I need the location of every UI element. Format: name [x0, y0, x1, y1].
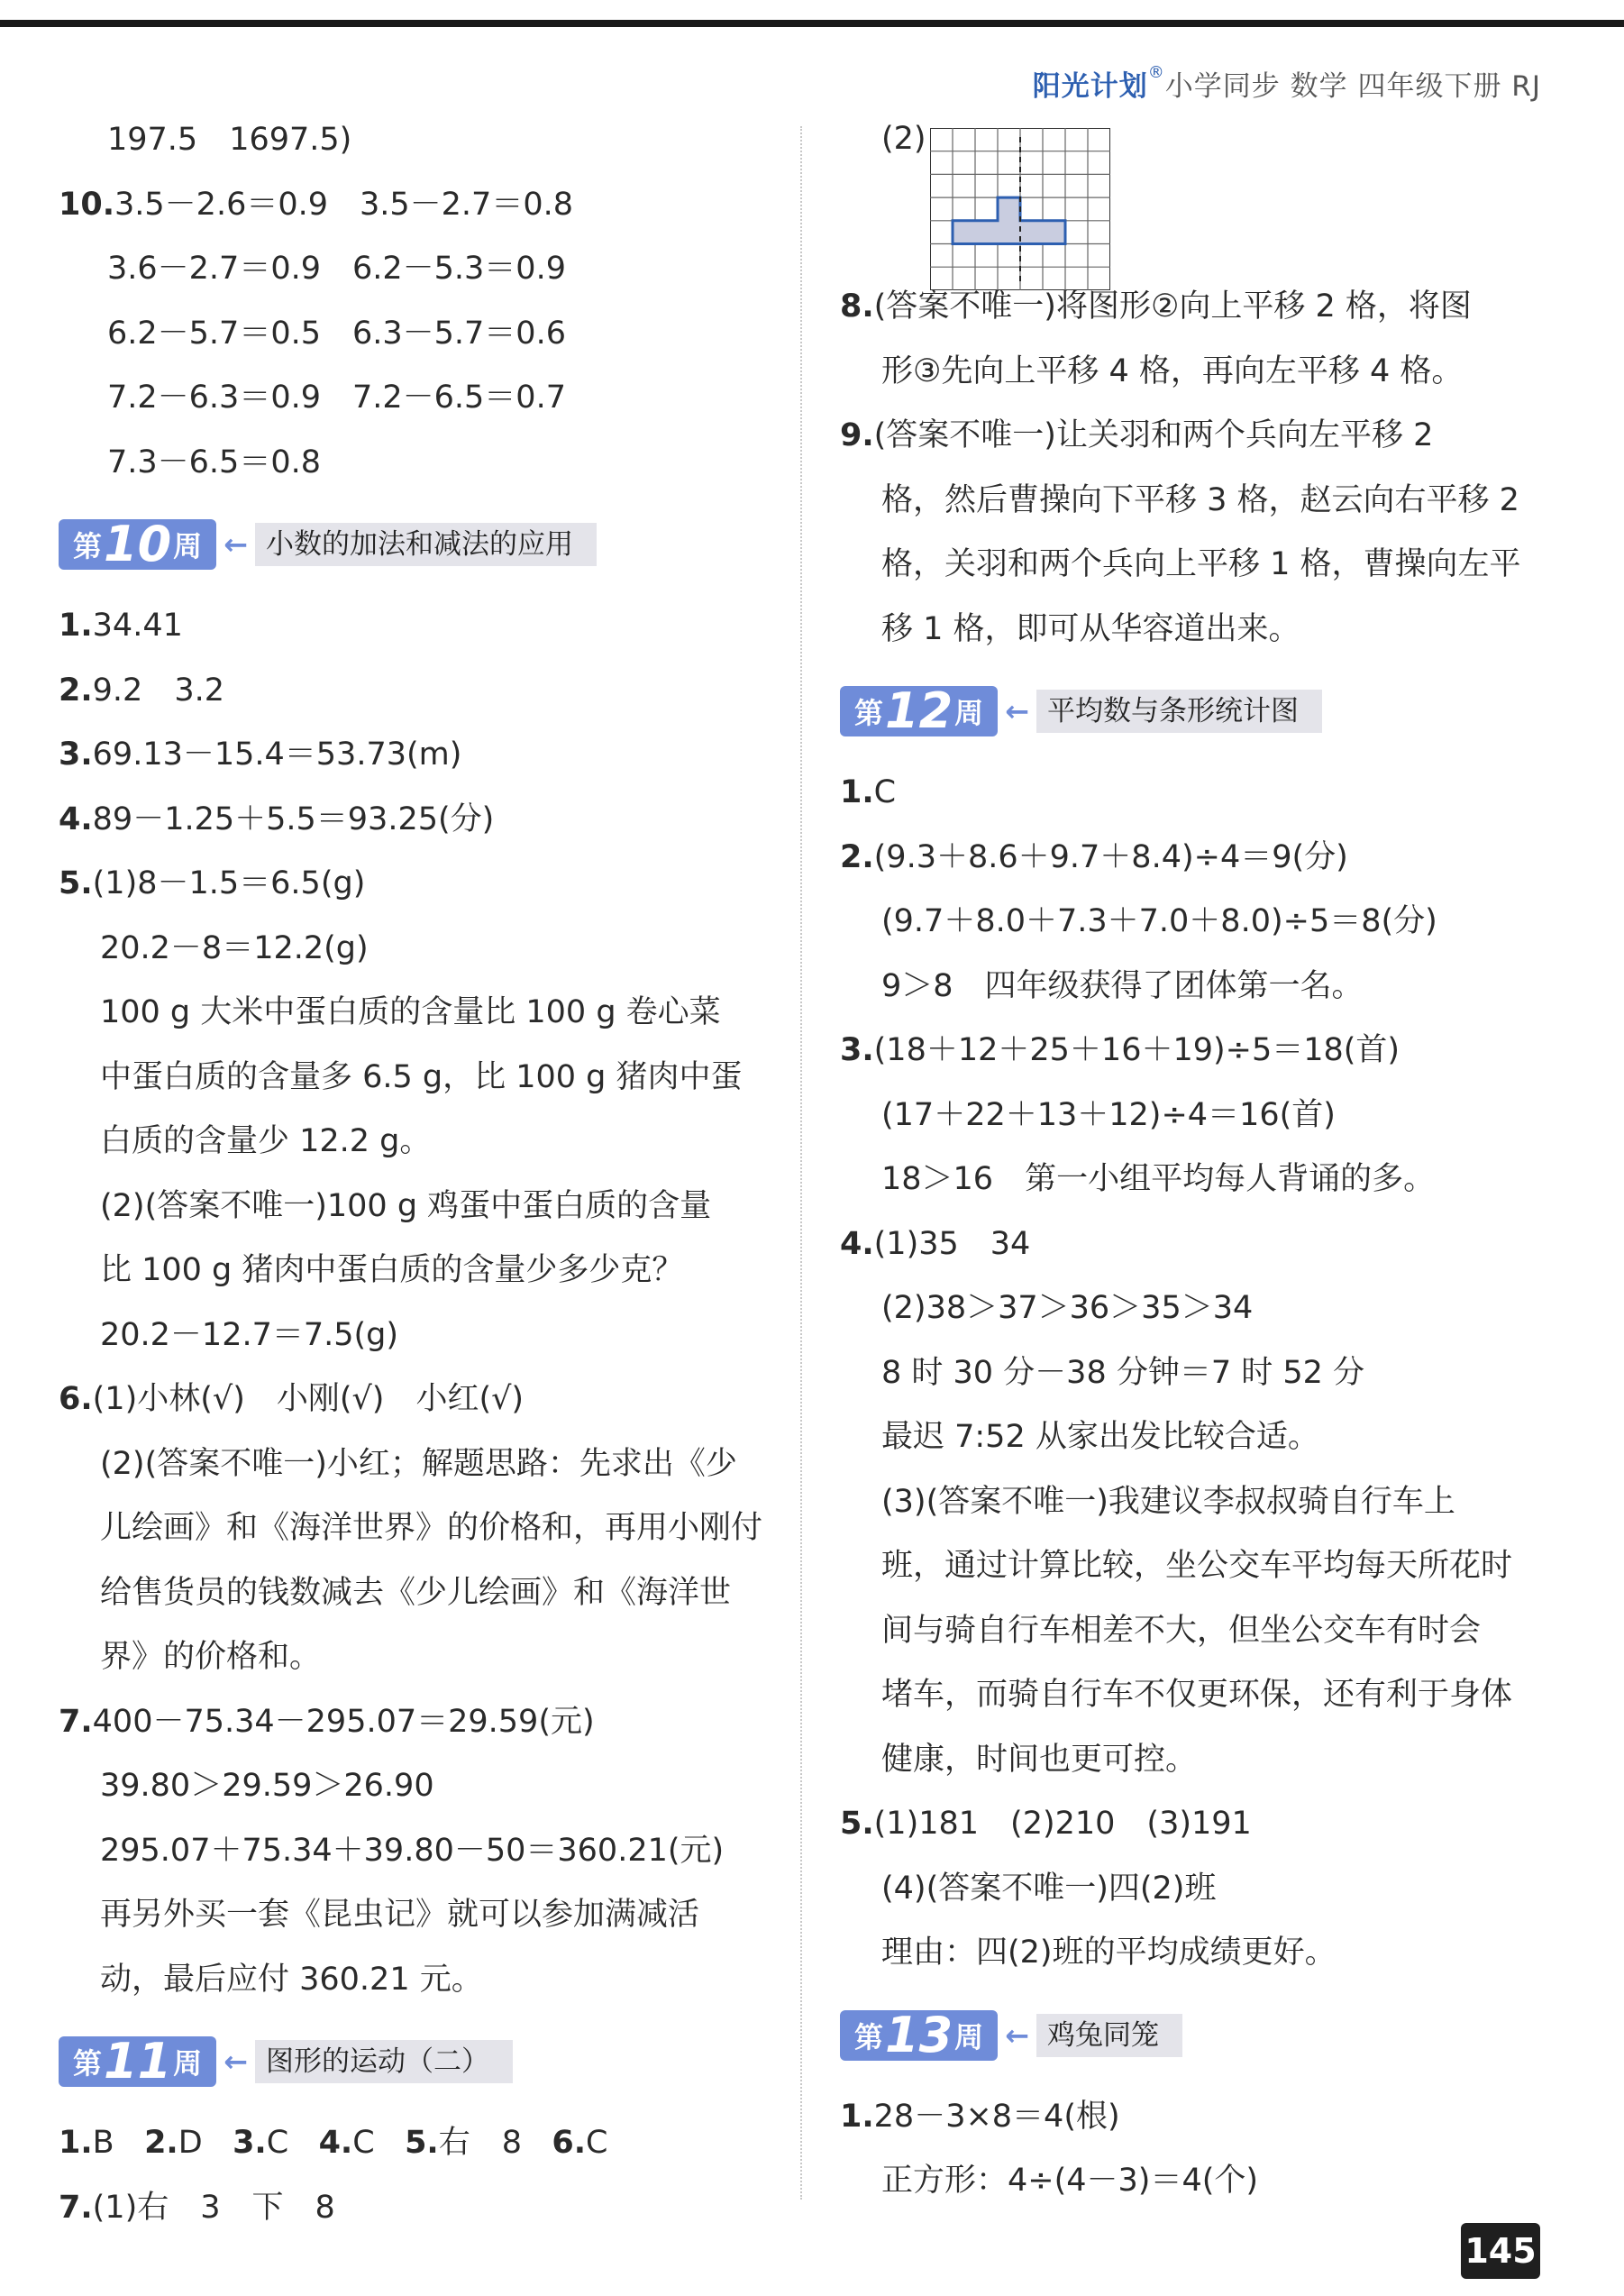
week-prefix: 第	[854, 2019, 884, 2054]
question-number: 1.	[59, 608, 93, 644]
week-suffix: 周	[173, 529, 203, 563]
answer-text: 28－3×8＝4(根)	[873, 2098, 1120, 2135]
week-number: 12	[885, 682, 953, 739]
answer-text: (答案不唯一)让关羽和两个兵向左平移 2	[873, 417, 1434, 453]
answer-line: (2)38＞37＞36＞35＞34	[881, 1290, 1254, 1326]
week-number: 11	[104, 2033, 172, 2090]
week-badge	[840, 2006, 998, 2063]
answer-line: 197.5 1697.5)	[107, 122, 352, 158]
question-number: 5.	[840, 1806, 874, 1842]
answer-line: 6.2－5.7＝0.5 6.3－5.7＝0.6	[107, 315, 566, 352]
section-header-week11	[59, 2012, 780, 2111]
answer-line: 中蛋白质的含量多 6.5 g，比 100 g 猪肉中蛋	[100, 1058, 743, 1095]
answer-text: (9.3＋8.6＋9.7＋8.4)÷4＝9(分)	[873, 838, 1348, 875]
header-subtitle: 小学同步 数学 四年级下册 RJ	[1164, 70, 1541, 103]
answer-line: 健康，时间也更可控。	[881, 1741, 1198, 1778]
answer-1	[840, 2085, 1552, 2150]
question-number: 1.	[59, 2125, 93, 2161]
question-number: 6.	[552, 2125, 587, 2161]
answer-text: (答案不唯一)将图形②向上平移 2 格，将图	[873, 288, 1472, 325]
answer-line: 再另外买一套《昆虫记》就可以参加满减活	[100, 1897, 700, 1933]
translation-grid-figure	[930, 128, 1110, 290]
question-number: 2.	[840, 838, 874, 875]
registered-mark: ®	[1147, 63, 1165, 82]
section-topic: 鸡兔同笼	[1036, 2014, 1182, 2057]
answer-10	[59, 173, 780, 238]
answer-4	[840, 1212, 1552, 1277]
answer-line: (3)(答案不唯一)我建议李叔叔骑自行车上	[881, 1483, 1455, 1520]
week-badge	[840, 682, 998, 739]
top-rule	[0, 20, 1624, 27]
answer-line: 100 g 大米中蛋白质的含量比 100 g 卷心菜	[100, 994, 721, 1030]
answer-line: 给售货员的钱数减去《少儿绘画》和《海洋世	[100, 1574, 732, 1611]
answer-line: 移 1 格，即可从华容道出来。	[881, 610, 1300, 647]
arrow-left-icon: ←	[1005, 2017, 1029, 2053]
answer-text: B	[92, 2125, 114, 2161]
answer-line: 18＞16 第一小组平均每人背诵的多。	[881, 1161, 1436, 1197]
answer-text: C	[586, 2125, 608, 2161]
answer-text: (1)小林(√) 小刚(√) 小红(√)	[92, 1381, 525, 1417]
answer-line: (2)(答案不唯一)小红；解题思路：先求出《少	[100, 1445, 737, 1482]
answer-line: 正方形：4÷(4－3)＝4(个)	[881, 2163, 1259, 2199]
answer-line: 最迟 7:52 从家出发比较合适。	[881, 1419, 1319, 1455]
page-header	[1033, 63, 1541, 104]
answer-text: (1)8－1.5＝6.5(g)	[92, 865, 366, 901]
answer-line: (2)(答案不唯一)100 g 鸡蛋中蛋白质的含量	[100, 1187, 712, 1224]
answer-text: C	[873, 774, 897, 810]
answer-line: 9＞8 四年级获得了团体第一名。	[881, 967, 1364, 1004]
week-badge	[59, 516, 216, 572]
question-number: 10.	[59, 186, 115, 223]
answer-line: 班，通过计算比较，坐公交车平均每天所花时	[881, 1548, 1513, 1584]
answer-line: 动，最后应付 360.21 元。	[100, 1961, 483, 1998]
question-number: 4.	[840, 1225, 874, 1262]
section-header-week10	[59, 495, 780, 594]
answer-5	[59, 852, 780, 917]
question-number: 6.	[59, 1381, 93, 1417]
question-number: 3.	[233, 2125, 267, 2161]
answer-2	[840, 826, 1552, 891]
arrow-left-icon: ←	[1005, 694, 1029, 728]
question-number: 1.	[840, 2098, 874, 2135]
answer-1	[59, 594, 780, 659]
answer-text: C	[266, 2125, 289, 2161]
week-prefix: 第	[854, 696, 884, 730]
answer-line: 3.6－2.7＝0.9 6.2－5.3＝0.9	[107, 251, 566, 287]
answer-line: 比 100 g 猪肉中蛋白质的含量少多少克？	[100, 1252, 684, 1288]
answer-line: 堵车，而骑自行车不仅更环保，还有利于身体	[881, 1677, 1513, 1713]
question-number: 5.	[405, 2125, 439, 2161]
answer-3	[840, 1019, 1552, 1084]
week-suffix: 周	[954, 696, 984, 730]
section-topic: 图形的运动（二）	[255, 2040, 513, 2083]
answer-line: 20.2－8＝12.2(g)	[100, 929, 369, 966]
section-topic: 小数的加法和减法的应用	[255, 523, 597, 566]
answer-line: 理由：四(2)班的平均成绩更好。	[881, 1935, 1337, 1971]
page-number: 145	[1461, 2223, 1540, 2279]
question-number: 2.	[144, 2125, 178, 2161]
answer-text: 400－75.34－295.07＝29.59(元)	[92, 1703, 595, 1740]
answer-line: 格，然后曹操向下平移 3 格，赵云向右平移 2	[881, 481, 1519, 518]
question-number: 3.	[840, 1032, 874, 1068]
answer-line: (17＋22＋13＋12)÷4＝16(首)	[881, 1096, 1336, 1133]
answer-text: (18＋12＋25＋16＋19)÷5＝18(首)	[873, 1032, 1400, 1068]
answer-text: 右 8	[438, 2125, 522, 2161]
answer-7	[59, 1690, 780, 1755]
question-number: 4.	[59, 800, 93, 837]
answer-line: 7.2－6.3＝0.9 7.2－6.5＝0.7	[107, 380, 566, 416]
week-number: 13	[885, 2006, 953, 2063]
answer-text: 3.5－2.6＝0.9 3.5－2.7＝0.8	[114, 186, 573, 223]
answer-6	[59, 1368, 780, 1432]
week-prefix: 第	[73, 2046, 103, 2081]
section-topic: 平均数与条形统计图	[1036, 690, 1322, 733]
question-number: 7.	[59, 2189, 93, 2226]
question-number: 3.	[59, 736, 93, 773]
answer-line: 格，关羽和两个兵向上平移 1 格，曹操向左平	[881, 546, 1521, 582]
section-header-week12	[840, 662, 1552, 761]
answer-2	[59, 659, 780, 724]
arrow-left-icon: ←	[224, 2044, 248, 2079]
column-divider	[800, 126, 802, 2200]
question-number: 5.	[59, 865, 93, 901]
week-suffix: 周	[954, 2019, 984, 2054]
question-number: 2.	[59, 672, 93, 709]
answer-text: 9.2 3.2	[92, 672, 224, 709]
answer-line: (4)(答案不唯一)四(2)班	[881, 1870, 1217, 1907]
answer-9	[840, 404, 1552, 469]
answer-line: 295.07＋75.34＋39.80－50＝360.21(元)	[100, 1832, 725, 1869]
week-badge	[59, 2033, 216, 2090]
question-number: 9.	[840, 417, 874, 453]
answer-line: (9.7＋8.0＋7.3＋7.0＋8.0)÷5＝8(分)	[881, 903, 1437, 939]
shaded-shape	[953, 197, 1065, 243]
answer-line: 儿绘画》和《海洋世界》的价格和，再用小刚付	[100, 1510, 763, 1546]
arrow-left-icon: ←	[224, 527, 248, 562]
question-number: 1.	[840, 774, 874, 810]
answer-text: (1)右 3 下 8	[92, 2189, 335, 2226]
week-prefix: 第	[73, 529, 103, 563]
answer-4	[59, 788, 780, 853]
answer-line: 7.3－6.5＝0.8	[107, 444, 321, 480]
answer-text: 69.13－15.4＝53.73(m)	[92, 736, 462, 773]
part-label: (2)	[881, 121, 926, 157]
question-number: 4.	[318, 2125, 353, 2161]
brand-name: 阳光计划	[1032, 70, 1148, 103]
answer-text: 89－1.25＋5.5＝93.25(分)	[92, 800, 495, 837]
answer-line: 间与骑自行车相差不大，但坐公交车有时会	[881, 1612, 1482, 1649]
question-number: 8.	[840, 288, 874, 325]
week-number: 10	[104, 516, 172, 572]
answer-7-part2	[840, 108, 1552, 275]
week-suffix: 周	[173, 2046, 203, 2081]
answer-line: 20.2－12.7＝7.5(g)	[100, 1316, 399, 1353]
answer-row-1-6	[59, 2111, 780, 2176]
section-header-week13	[840, 1986, 1552, 2085]
answer-line: 界》的价格和。	[100, 1639, 322, 1675]
answer-7	[59, 2176, 780, 2241]
right-column	[840, 108, 1552, 2214]
answer-1	[840, 761, 1552, 826]
left-column	[59, 108, 780, 2240]
answer-text: 34.41	[92, 608, 183, 644]
answer-line: 白质的含量少 12.2 g。	[100, 1123, 432, 1159]
answer-3	[59, 723, 780, 788]
answer-line: 39.80＞29.59＞26.90	[100, 1768, 434, 1804]
answer-text: (1)181 (2)210 (3)191	[873, 1806, 1252, 1842]
answer-text: D	[178, 2125, 203, 2161]
answer-text: (1)35 34	[873, 1225, 1031, 1262]
answer-5	[840, 1792, 1552, 1857]
question-number: 7.	[59, 1703, 93, 1740]
answer-line: 8 时 30 分－38 分钟＝7 时 52 分	[881, 1354, 1365, 1391]
answer-text: C	[352, 2125, 375, 2161]
answer-line: 形③先向上平移 4 格，再向左平移 4 格。	[881, 352, 1464, 389]
